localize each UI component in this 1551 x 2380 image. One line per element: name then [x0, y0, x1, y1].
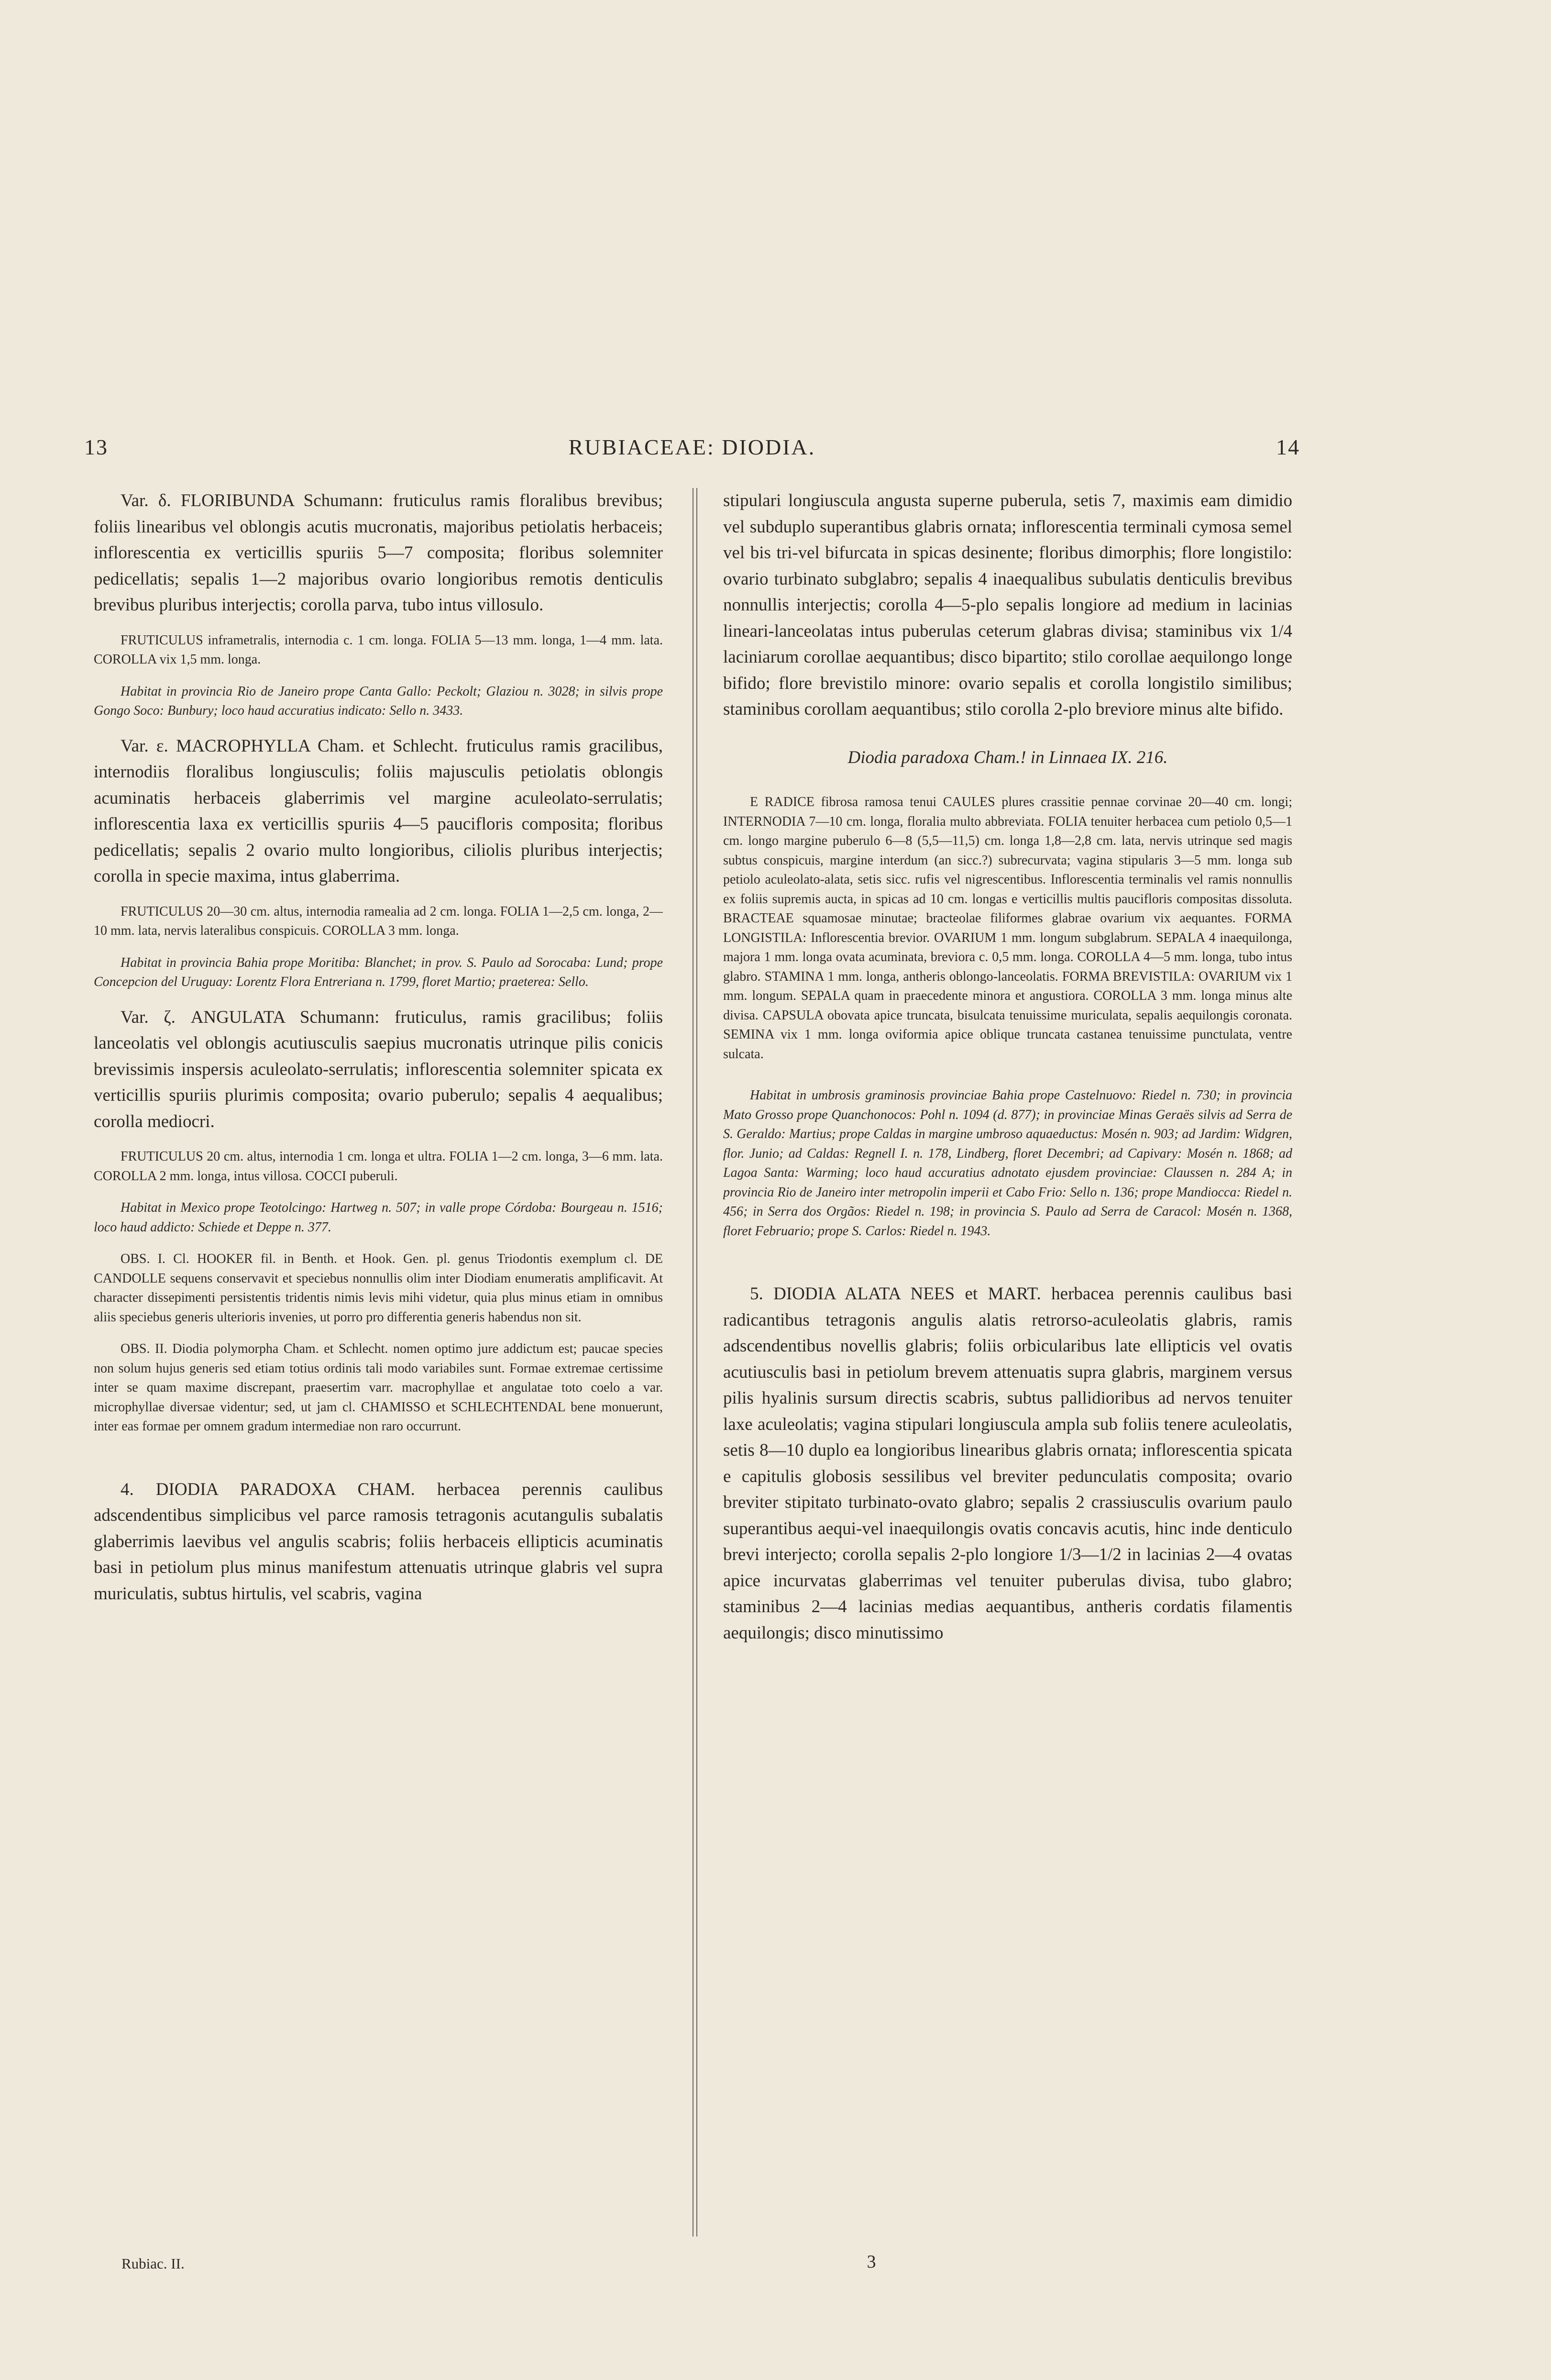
sheet-number: 3	[867, 2252, 876, 2272]
running-title: RUBIACEAE: DIODIA.	[568, 435, 816, 459]
page-number-left: 13	[84, 435, 108, 459]
page-number-right: 14	[1276, 435, 1300, 459]
var-macrophylla-description: Var. ε. MACROPHYLLA Cham. et Schlecht. fruticulus ramis gracilibus, internodiis floralibus longiusculis; foliis majusculis petiolatis oblongis acuminatis herbaceis glaberrimis vel margine aculeolato-serrulatis; inflorescentia laxa ex verticillis spuriis 4—5 paucifloris composita; floribus pedicellatis; sepalis 2 ovario multo longioribus, ciliolis pluribus interjectis; corolla in specie maxima, intus glaberrima.	[94, 736, 663, 886]
diodia-paradoxa-continued: stipulari longiuscula angusta superne puberula, setis 7, maximis eam dimidio vel subduplo superantibus glabris ornata; inflorescentia terminali cymosa semel vel bis tri-vel bifurcata in spicas desinente; floribus dimorphis; flore longistilo: ovario turbinato subglabro; sepalis 4 inaequalibus subulatis denticulis brevibus nonnullis interjectis; corolla 4—5-plo sepalis longiore ad medium in lacinias lineari-lanceolatas intus puberulas ceterum glabras divisa; staminibus vix 1/4 laciniarum corollae aequantibus; disco bipartito; stilo corollae aequilongo longe bifido; flore brevistilo minore: ovario sepalis et corolla longistilo similibus; staminibus corollam aequantibus; stilo corolla 2-plo breviore minus alte bifido.	[723, 491, 1292, 719]
var-angulata-measurements: FRUTICULUS 20 cm. altus, internodia 1 cm. longa et ultra. FOLIA 1—2 cm. longa, 3—6 mm. lata. COROLLA 2 mm. longa, intus villosa. COCCI puberuli.	[94, 1149, 663, 1184]
var-macrophylla-measurements: FRUTICULUS 20—30 cm. altus, internodia ramealia ad 2 cm. longa. FOLIA 1—2,5 cm. longa, 2—10 mm. lata, nervis lateralibus conspicuis. COROLLA 3 mm. longa.	[94, 904, 663, 938]
diodia-paradoxa-synonym: Diodia paradoxa Cham.! in Linnaea IX. 216.	[847, 747, 1168, 767]
var-macrophylla-habitat: Habitat in provincia Bahia prope Moritiba: Blanchet; in prov. S. Paulo ad Sorocaba: Lund; prope Concepcion del Uruguay: Lorentz Flora Entreriana n. 1799, floret Martio; praeterea: Sello.	[94, 955, 663, 989]
var-floribunda-habitat: Habitat in provincia Rio de Janeiro prope Canta Gallo: Peckolt; Glaziou n. 3028; in silvis prope Gongo Soco: Bunbury; loco haud accuratius indicato: Sello n. 3433.	[94, 684, 663, 718]
column-divider	[693, 488, 697, 2236]
right-column	[723, 488, 1292, 2181]
signature-mark: Rubiac. II.	[121, 2255, 185, 2272]
observation-two: OBS. II. Diodia polymorpha Cham. et Schlecht. nomen optimo jure addictum est; paucae species non solum hujus generis sed etiam totius ordinis tali modo variabiles sunt. Formae extremae certissime inter se quam maxime discrepant, praesertim varr. macrophyllae et angulatae toto coelo a var. microphyllae diversae videntur; sed, ut jam cl. CHAMISSO et SCHLECHTENDAL bene monuerunt, inter eas formae per omnem gradum intermediae non raro occurrunt.	[94, 1341, 663, 1434]
var-floribunda-measurements: FRUTICULUS inframetralis, internodia c. 1 cm. longa. FOLIA 5—13 mm. longa, 1—4 mm. lata. COROLLA vix 1,5 mm. longa.	[94, 632, 663, 667]
var-angulata-habitat: Habitat in Mexico prope Teotolcingo: Hartweg n. 507; in valle prope Córdoba: Bourgeau n. 1516; loco haud addicto: Schiede et Deppe n. 377.	[94, 1200, 663, 1235]
diodia-alata-description: 5. DIODIA ALATA NEES et MART. herbacea perennis caulibus basi radicantibus tetragonis angulis alatis retrorso-aculeolatis glabris, ramis adscendentibus novellis glabris; foliis orbicularibus late ellipticis vel ovatis acutiusculis basi in petiolum brevem attenuatis supra glabris, marginem versus pilis hyalinis sursum directis scabris, subtus pallidioribus ad nervos tenuiter laxe aculeolatis; vagina stipulari longiuscula ampla sub foliis tenere aculeolatis, setis 8—10 duplo ea longioribus linearibus glabris ornata; inflorescentia spicata e capitulis globosis sessilibus vel breviter pedunculatis composita; ovario breviter stipitato turbinato-ovato glabro; sepalis 2 crassiusculis ovarium paulo superantibus aequi-vel inaequilongis ovatis concavis acutis, hinc inde denticulo brevi interjecto; corolla sepalis 2-plo longiore 1/3—1/2 in lacinias 2—4 ovatas apice incurvatas glaberrimas vel tenuiter puberulas divisa, tubo glabro; staminibus 2—4 lacinias medias aequantibus, antheris cordatis filamentis aequilongis; disco minutissimo	[723, 1284, 1292, 1643]
var-angulata-description: Var. ζ. ANGULATA Schumann: fruticulus, ramis gracilibus; foliis lanceolatis vel oblongis acutiusculis saepius mucronatis utrinque pilis conicis brevissimis inspersis aculeolato-serrulatis; inflorescentia solemniter spicata ex verticillis spuriis plurimis composita; ovario puberulo; sepalis 4 aequalibus; corolla mediocri.	[94, 1007, 663, 1131]
diodia-paradoxa-description: 4. DIODIA PARADOXA CHAM. herbacea perennis caulibus adscendentibus simplicibus vel parce ramosis tetragonis acutangulis subalatis glaberrimis laevibus vel angulis scabris; foliis herbaceis ellipticis acuminatis basi in petiolum plus minus manifestum attenuatis utrinque glabris vel supra muriculatis, subtus hirtulis, vel scabris, vagina	[94, 1479, 663, 1604]
running-header	[84, 434, 1300, 473]
left-column	[94, 488, 663, 2181]
observation-one: OBS. I. Cl. HOOKER fil. in Benth. et Hook. Gen. pl. genus Triodontis exemplum cl. DE CANDOLLE sequens conservavit et speciebus nonnullis olim inter Diodiam enumeratis amplificavit. At character dissepimenti persistentis tridentis nimis levis mihi videtur, quia plus minus etiam in omnibus aliis speciebus generis ulterioris invenies, ut porro pro differentia generis habendus non sit.	[94, 1251, 663, 1325]
var-floribunda-description: Var. δ. FLORIBUNDA Schumann: fruticulus ramis floralibus brevibus; foliis linearibus vel oblongis acutis mucronatis, majoribus petiolatis herbaceis; inflorescentia ex verticillis spuriis 5—7 composita; floribus solemniter pedicellatis; sepalis 1—2 majoribus ovario longioribus remotis denticulis brevibus pluribus interjectis; corolla parva, tubo intus villosulo.	[94, 491, 663, 615]
diodia-paradoxa-measurements: E RADICE fibrosa ramosa tenui CAULES plures crassitie pennae corvinae 20—40 cm. longi; INTERNODIA 7—10 cm. longa, floralia multo abbreviata. FOLIA tenuiter herbacea cum petiolo 0,5—1 cm. longo margine puberulo 6—8 (5,5—11,5) cm. longa 1,8—2,8 cm. lata, nervis utrinque sed magis subtus conspicuis, margine interdum (an sicc.?) subrecurvata; vagina stipularis 3—5 mm. longa sub petiolo aculeolato-alata, setis sicc. rufis vel nigrescentibus. Inflorescentia terminalis vel ramis nonnullis ex foliis supremis aucta, in spicas ad 10 cm. longas e verticillis multis paucifloris compositas dissoluta. BRACTEAE squamosae minutae; bracteolae filiformes glabrae ovarium vix aequantes. FORMA LONGISTILA: Inflorescentia brevior. OVARIUM 1 mm. longum subglabrum. SEPALA 4 inaequilonga, majora 1 mm. longa ovata acuminata, breviora c. 0,5 mm. longa. COROLLA 4—5 mm. longa, tubo intus glabro. STAMINA 1 mm. longa, antheris oblongo-lanceolatis. FORMA BREVISTILA: OVARIUM vix 1 mm. longum. SEPALA quam in praecedente minora et angustiora. COROLLA 3 mm. longa minus alte divisa. CAPSULA obovata apice truncata, bisulcata tenuissime muriculata, sepalis aequilongis coronata. SEMINA vix 1 mm. longa oviformia apice oblique truncata castanea tenuissime punctulata, ventre sulcata.	[723, 795, 1292, 1062]
diodia-paradoxa-habitat: Habitat in umbrosis graminosis provinciae Bahia prope Castelnuovo: Riedel n. 730; in provincia Mato Grosso prope Quanchonocos: Pohl n. 1094 (d. 877); in provinciae Minas Geraës silvis ad Serra de S. Geraldo: Martius; prope Caldas in margine umbroso aquaeductus: Mosén n. 903; ad Jardim: Widgren, flor. Junio; ad Caldas: Regnell I. n. 178, Lindberg, floret Decembri; ad Capivary: Mosén n. 1868; ad Lagoa Santa: Warming; loco haud accuratius adnotato ejusdem provinciae: Claussen n. 284 A; in provincia Rio de Janeiro inter metropolin imperii et Cabo Frio: Sello n. 136; prope Mandiocca: Riedel n. 456; in Serra dos Orgãos: Riedel n. 198; in provincia S. Paulo ad Serra de Caracol: Mosén n. 1368, floret Februario; prope S. Carlos: Riedel n. 1943.	[723, 1088, 1292, 1239]
